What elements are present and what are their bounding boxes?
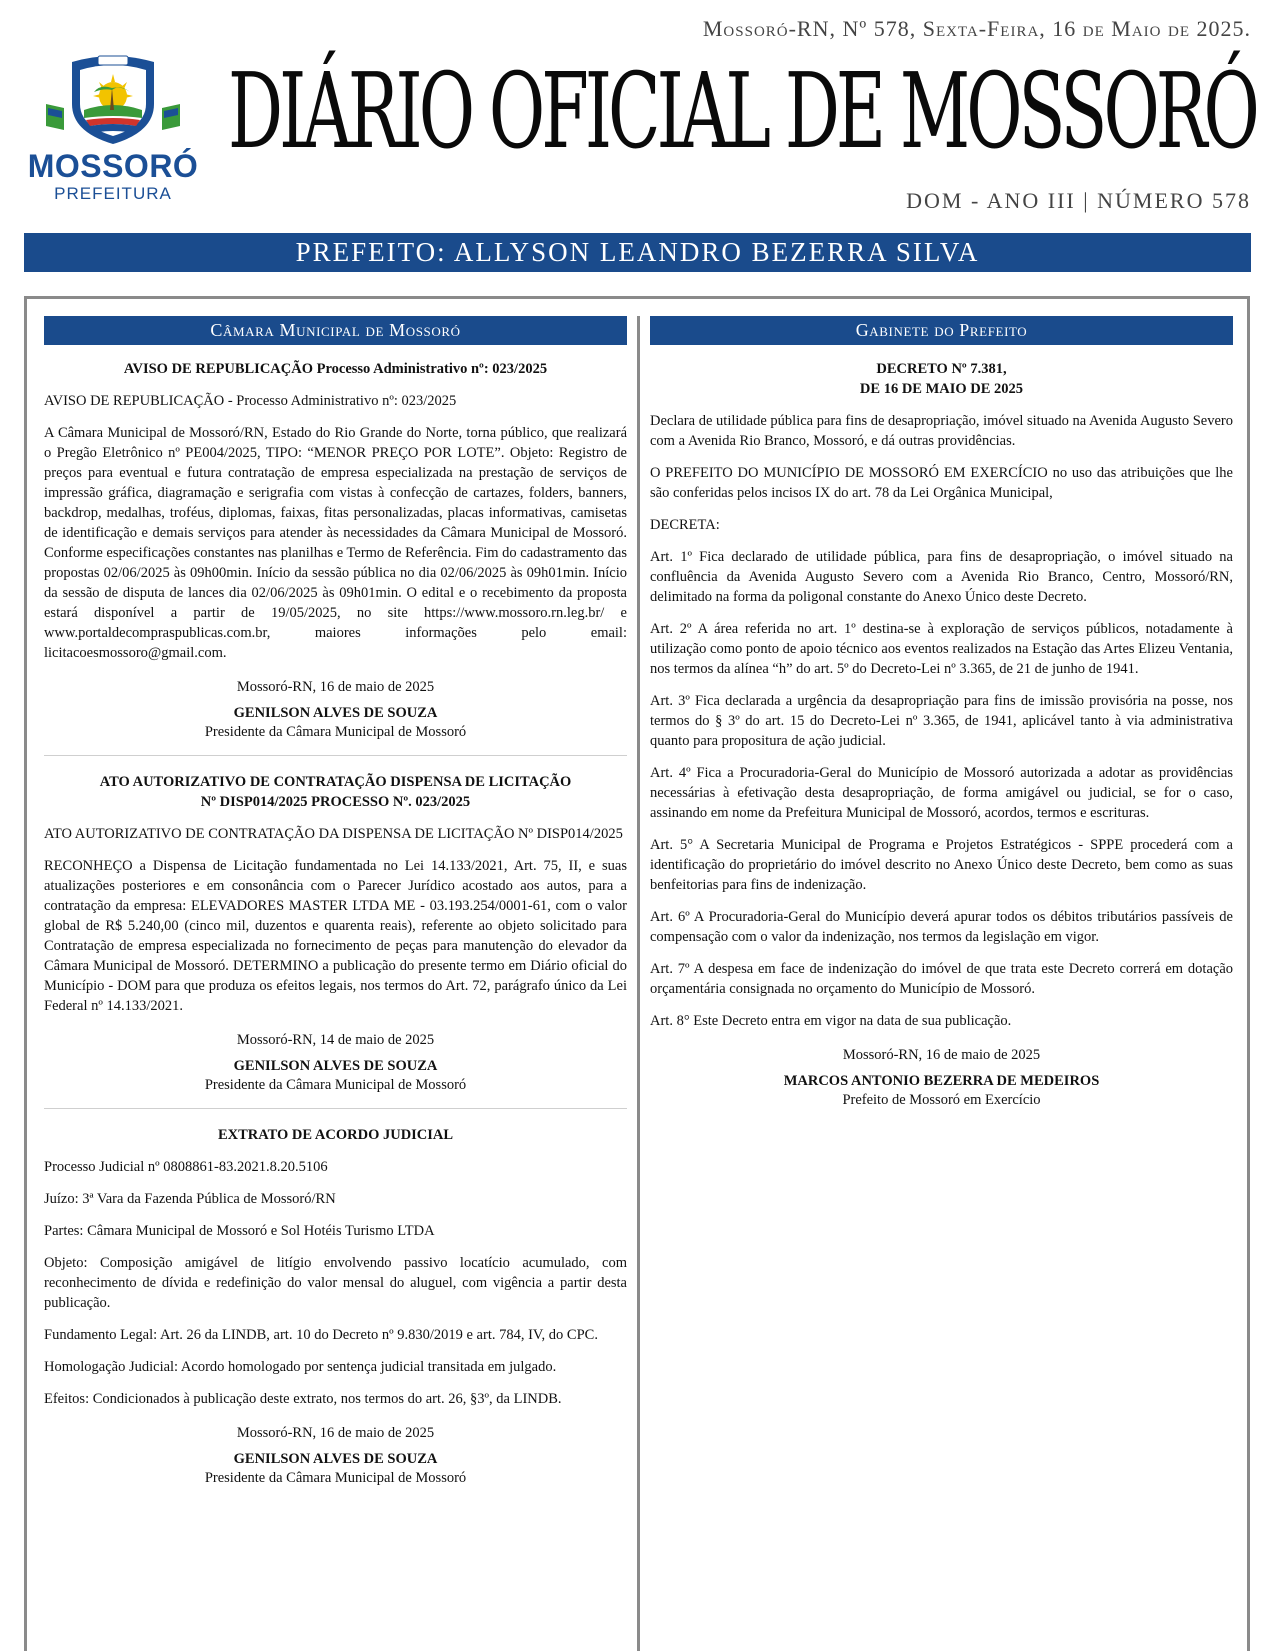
decreto (650, 359, 1233, 1109)
decreto-preambulo: O PREFEITO DO MUNICÍPIO DE MOSSORÓ EM EXERCÍCIO no uso das atribuições que lhe são conferidas pelos incisos IX do art. 78 da Lei Orgânica Municipal, (650, 465, 1233, 501)
extrato-signer: GENILSON ALVES DE SOUZA (233, 1451, 438, 1467)
aviso-date: Mossoró-RN, 16 de maio de 2025 (236, 679, 435, 695)
dateline: Mossoró-RN, Nº 578, Sexta-Feira, 16 de Maio de 2025. (702, 16, 1251, 41)
decreto-title-line2: DE 16 DE MAIO DE 2025 (859, 381, 1024, 397)
extrato-efeitos: Efeitos: Condicionados à publicação deste extrato, nos termos do art. 26, §3º, da LINDB. (44, 1391, 562, 1407)
extrato-objeto: Objeto: Composição amigável de litígio envolvendo passivo locatício acumulado, com reconhecimento de dívida e redefinição do valor mensal do aluguel, com vigência a partir desta publicação. (44, 1255, 627, 1311)
ato-title-line2: Nº DISP014/2025 PROCESSO Nº. 023/2025 (200, 794, 471, 810)
logo-subtitle: PREFEITURA (54, 184, 172, 203)
extrato-processo: Processo Judicial nº 0808861-83.2021.8.20.5106 (44, 1159, 328, 1175)
prefeitura-logo (24, 48, 202, 208)
masthead-text: DIÁRIO OFICIAL DE MOSSORÓ (228, 50, 1256, 172)
section-header-gabinete: Gabinete do Prefeito (650, 316, 1233, 345)
ato-signer: GENILSON ALVES DE SOUZA (233, 1058, 438, 1074)
decreto-article: Art. 3º Fica declarada a urgência da desapropriação para fins de imissão provisória na posse, nos termos do § 3º do art. 15 do Decreto-Lei nº 3.365, de 1941, aplicável tanto à via administrativa quanto para propositura de ação judicial. (650, 693, 1233, 749)
mayor-banner: PREFEITO: ALLYSON LEANDRO BEZERRA SILVA (24, 233, 1251, 272)
decreto-decreta: DECRETA: (650, 517, 720, 533)
decreto-signer-role: Prefeito de Mossoró em Exercício (842, 1092, 1041, 1108)
decreto-article: Art. 1º Fica declarado de utilidade pública, para fins de desapropriação, o imóvel situado na confluência da Avenida Augusto Severo com a Avenida Rio Branco, Centro, Mossoró/RN, delimitado na forma da poligonal constante do Anexo Único deste Decreto. (650, 549, 1233, 605)
extrato-title: EXTRATO DE ACORDO JUDICIAL (217, 1127, 454, 1143)
ato-date: Mossoró-RN, 14 de maio de 2025 (236, 1032, 435, 1048)
extrato-homologacao: Homologação Judicial: Acordo homologado por sentença judicial transitada em julgado. (44, 1359, 557, 1375)
separator (44, 1108, 627, 1109)
extrato-acordo-judicial (44, 1125, 627, 1487)
aviso-subtitle: AVISO DE REPUBLICAÇÃO - Processo Administrativo nº: 023/2025 (44, 393, 457, 409)
decreto-title-line1: DECRETO Nº 7.381, (876, 361, 1007, 377)
decreto-article: Art. 7º A despesa em face de indenização do imóvel de que trata este Decreto correrá em dotação orçamentária consignada no orçamento do Município de Mossoró. (650, 961, 1233, 997)
column-divider (637, 316, 640, 1651)
ato-body: RECONHEÇO a Dispensa de Licitação fundamentada no Lei 14.133/2021, Art. 75, II, e suas atualizações posteriores e em consonância com o Parecer Jurídico acostado aos autos, para a contratação da empresa: ELEVADORES MASTER LTDA ME - 03.193.254/0001-61, com o valor global de R$ 5.240,00 (cinco mil, duzentos e quarenta reais), referente ao objeto solicitado para Contratação de empresa especializada no fornecimento de peças para manutenção do elevador da Câmara Municipal de Mossoró. DETERMINO a publicação do presente termo em Diário oficial do Município - DOM para que produza os efeitos legais, nos termos do Art. 72, parágrafo único da Lei Federal nº 14.133/2021. (44, 858, 627, 1014)
masthead-title (228, 36, 1258, 186)
separator (44, 755, 627, 756)
extrato-fundamento: Fundamento Legal: Art. 26 da LINDB, art. 10 do Decreto nº 9.830/2019 e art. 784, IV, do CPC. (44, 1327, 598, 1343)
decreto-article: Art. 8° Este Decreto entra em vigor na data de sua publicação. (650, 1013, 1012, 1029)
left-column (44, 316, 627, 1487)
decreto-ementa: Declara de utilidade pública para fins de desapropriação, imóvel situado na Avenida Augusto Severo com a Avenida Rio Branco, Mossoró, e dá outras providências. (650, 413, 1233, 449)
aviso-republicacao (44, 359, 627, 741)
extrato-signer-role: Presidente da Câmara Municipal de Mossoró (204, 1470, 467, 1486)
section-header-camara: Câmara Municipal de Mossoró (44, 316, 627, 345)
ato-autorizativo (44, 772, 627, 1094)
ato-signer-role: Presidente da Câmara Municipal de Mossoró (204, 1077, 467, 1093)
decreto-date: Mossoró-RN, 16 de maio de 2025 (842, 1047, 1041, 1063)
aviso-signer-role: Presidente da Câmara Municipal de Mossoró (204, 724, 467, 740)
decreto-article: Art. 2º A área referida no art. 1º destina-se à exploração de serviços públicos, notadamente à utilização como ponto de apoio técnico aos eventos realizados na Estação das Artes Elizeu Ventania, nos termos da alínea “h” do art. 5º do Decreto-Lei nº 3.365, de 21 de junho de 1941. (650, 621, 1233, 677)
decreto-article: Art. 4º Fica a Procuradoria-Geral do Município de Mossoró autorizada a adotar as providências necessárias à efetivação desta desapropriação, de forma amigável ou judicial, se for o caso, assinando em nome da Prefeitura Municipal de Mossoró, acordos, termos e escrituras. (650, 765, 1233, 821)
logo-name: MOSSORÓ (27, 148, 199, 184)
coat-of-arms-icon (24, 48, 202, 148)
extrato-juizo: Juízo: 3ª Vara da Fazenda Pública de Mossoró/RN (44, 1191, 336, 1207)
right-column (650, 316, 1233, 1109)
decreto-article: Art. 6º A Procuradoria-Geral do Município deverá apurar todos os débitos tributários passíveis de compensação com o valor da indenização, nos termos da legislação em vigor. (650, 909, 1233, 945)
extrato-date: Mossoró-RN, 16 de maio de 2025 (236, 1425, 435, 1441)
aviso-title: AVISO DE REPUBLICAÇÃO Processo Administrativo nº: 023/2025 (123, 361, 548, 377)
decreto-article: Art. 5° A Secretaria Municipal de Programa e Projetos Estratégicos - SPPE procederá com a identificação do proprietário do imóvel descrito no Anexo Único deste Decreto, bem como as suas benfeitorias para fins de indenização. (650, 837, 1233, 893)
ato-subtitle: ATO AUTORIZATIVO DE CONTRATAÇÃO DA DISPENSA DE LICITAÇÃO Nº DISP014/2025 (44, 826, 623, 842)
extrato-partes: Partes: Câmara Municipal de Mossoró e Sol Hotéis Turismo LTDA (44, 1223, 435, 1239)
ato-title-line1: ATO AUTORIZATIVO DE CONTRATAÇÃO DISPENSA DE LICITAÇÃO (99, 774, 572, 790)
aviso-signer: GENILSON ALVES DE SOUZA (233, 705, 438, 721)
decreto-signer: MARCOS ANTONIO BEZERRA DE MEDEIROS (783, 1073, 1100, 1089)
edition-number: DOM - ANO III | NÚMERO 578 (906, 188, 1251, 213)
aviso-body: A Câmara Municipal de Mossoró/RN, Estado do Rio Grande do Norte, torna público, que realizará o Pregão Eletrônico nº PE004/2025, TIPO: “MENOR PREÇO POR LOTE”. Objeto: Registro de preços para eventual e futura contratação de empresa especializada na prestação de serviços de impressão gráfica, diagramação e serigrafia com vistas à confecção de cartazes, folders, banners, backdrop, medalhas, troféus, diplomas, faixas, fitas personalizadas, placas informativas, camisetas de identificação e demais serviços para atender às necessidades da Câmara Municipal de Mossoró. Conforme especificações constantes nas planilhas e Termo de Referência. Fim do cadastramento das propostas 02/06/2025 às 09h00min. Início da sessão pública no dia 02/06/2025 às 09h01min. Início da sessão de disputa de lances dia 02/06/2025 às 09h01min. O edital e o recebimento da proposta estará disponível a partir de 19/05/2025, no site https://www.mossoro.rn.leg.br/ e www.portaldecompraspublicas.com.br, maiores informações pelo email: licitacoesmossoro@gmail.com. (44, 425, 627, 661)
